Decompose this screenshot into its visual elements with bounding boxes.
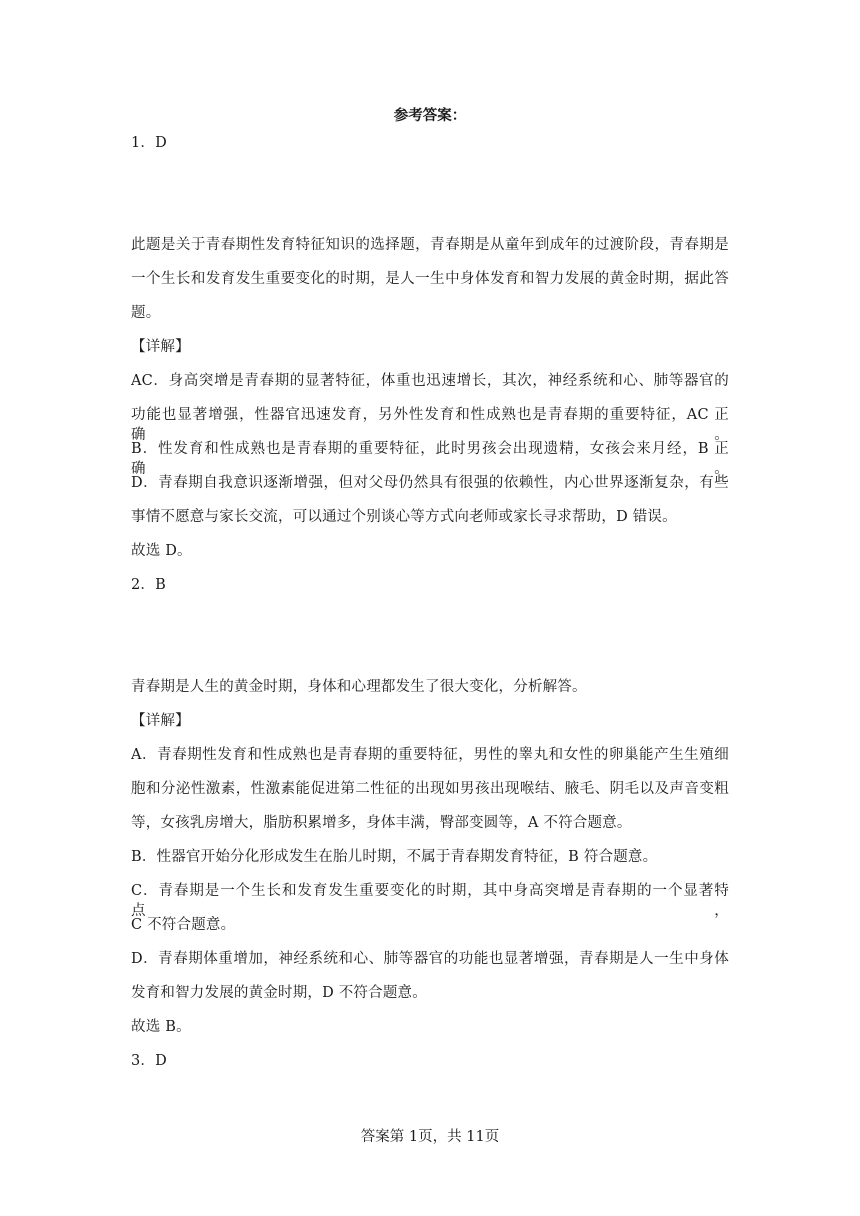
- detail-2-line-5: C．青春期是一个生长和发育发生重要变化的时期，其中身高突增是青春期的一个显著特点，: [131, 883, 729, 919]
- answer-1: 1．D: [131, 135, 167, 151]
- detail-2-line-2: 胞和分泌性激素，性激素能促进第二性征的出现如男孩出现喉结、腋毛、阴毛以及声音变粗: [131, 781, 729, 797]
- detail-2-line-7: D．青春期体重增加，神经系统和心、肺等器官的功能也显著增强，青春期是人一生中身体: [131, 951, 729, 967]
- detail-2-line-4: B．性器官开始分化形成发生在胎儿时期，不属于青春期发育特征，B 符合题意。: [131, 849, 658, 865]
- detail-1-line-3: B．性发育和性成熟也是青春期的重要特征，此时男孩会出现遗精，女孩会来月经，B 正确。: [131, 441, 729, 477]
- analysis-1-line-2: 一个生长和发育发生重要变化的时期，是人一生中身体发育和智力发展的黄金时期，据此答: [131, 271, 729, 287]
- answer-3: 3．D: [131, 1053, 167, 1069]
- conclusion-1: 故选 D。: [131, 543, 192, 559]
- detail-1-line-5: 事情不愿意与家长交流，可以通过个别谈心等方式向老师或家长寻求帮助，D 错误。: [131, 509, 677, 525]
- detail-1-line-1: AC．身高突增是青春期的显著特征，体重也迅速增长，其次，神经系统和心、肺等器官的: [131, 373, 729, 389]
- page-footer: 答案第 1页，共 11页: [360, 1129, 500, 1145]
- detail-heading-1: 【详解】: [131, 339, 190, 355]
- conclusion-2: 故选 B。: [131, 1019, 191, 1035]
- answer-2: 2．B: [131, 577, 166, 593]
- detail-2-line-6: C 不符合题意。: [131, 917, 236, 933]
- detail-2-line-8: 发育和智力发展的黄金时期，D 不符合题意。: [131, 985, 427, 1001]
- detail-1-line-2: 功能也显著增强，性器官迅速发育，另外性发育和性成熟也是青春期的重要特征，AC 正确。: [131, 407, 729, 443]
- detail-2-line-3: 等，女孩乳房增大，脂肪积累增多，身体丰满，臀部变圆等，A 不符合题意。: [131, 815, 632, 831]
- analysis-1-line-3: 题。: [131, 305, 161, 321]
- analysis-1-line-1: 此题是关于青春期性发育特征知识的选择题，青春期是从童年到成年的过渡阶段，青春期是: [131, 237, 729, 253]
- detail-1-line-4: D．青春期自我意识逐渐增强，但对父母仍然具有很强的依赖性，内心世界逐渐复杂，有些: [131, 475, 729, 491]
- detail-heading-2: 【详解】: [131, 713, 190, 729]
- detail-2-line-1: A．青春期性发育和性成熟也是青春期的重要特征，男性的睾丸和女性的卵巢能产生生殖细: [131, 747, 729, 763]
- analysis-2-line-1: 青春期是人生的黄金时期，身体和心理都发生了很大变化，分析解答。: [131, 679, 587, 695]
- page-title: 参考答案：: [393, 107, 467, 124]
